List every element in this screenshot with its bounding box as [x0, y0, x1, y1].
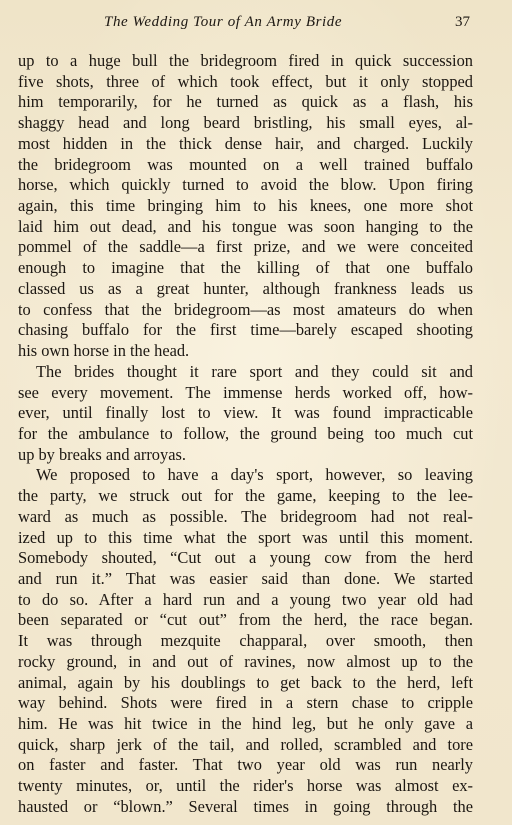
- text-line: the party, we struck out for the game, keeping to the lee-: [18, 486, 473, 506]
- text-line: twenty minutes, or, until the rider's horse was almost ex-: [18, 776, 473, 796]
- running-head: [0, 14, 512, 36]
- text-line: quick, sharp jerk of the tail, and rolled, scrambled and tore: [18, 734, 473, 754]
- text-line: The brides thought it rare sport and they could sit and: [36, 361, 473, 381]
- text-line: chasing buffalo for the first time—barely escaped shooting: [18, 320, 473, 340]
- text-line: animal, again by his doublings to get back to the herd, left: [18, 672, 473, 692]
- text-line: rocky ground, in and out of ravines, now almost up to the: [18, 651, 473, 671]
- text-line: to do so. After a hard run and a young two year old had: [18, 589, 473, 609]
- text-line: horse, which quickly turned to avoid the blow. Upon firing: [18, 175, 473, 195]
- page-number: 37: [455, 14, 470, 30]
- text-line: shaggy head and long beard bristling, his small eyes, al-: [18, 113, 473, 133]
- running-title: The Wedding Tour of An Army Bride: [104, 14, 343, 30]
- text-line: him temporarily, for he turned as quick as a flash, his: [18, 92, 473, 112]
- text-line: most hidden in the thick dense hair, and charged. Luckily: [18, 133, 473, 153]
- text-line: ized up to this time what the sport was until this moment.: [18, 527, 473, 547]
- text-line: Somebody shouted, “Cut out a young cow from the herd: [18, 548, 473, 568]
- text-line: ever, until finally lost to view. It was found impracticable: [18, 403, 473, 423]
- text-line: pommel of the saddle—a first prize, and we were conceited: [18, 237, 473, 257]
- text-line: the bridegroom was mounted on a well trained buffalo: [18, 154, 473, 174]
- text-line: him. He was hit twice in the hind leg, but he only gave a: [18, 714, 473, 733]
- text-line: been separated or “cut out” from the herd, the race began.: [18, 610, 473, 630]
- text-line: way behind. Shots were fired in a stern chase to cripple: [18, 693, 473, 713]
- text-line: up to a huge bull the bridegroom fired in quick succession: [18, 51, 473, 70]
- text-line: hausted or “blown.” Several times in going through the: [18, 796, 473, 816]
- text-line: to confess that the bridegroom—as most amateurs do when: [18, 299, 473, 319]
- text-line: again, this time bringing him to his knees, one more shot: [18, 196, 473, 216]
- text-line: We proposed to have a day's sport, however, so leaving: [36, 465, 473, 485]
- text-line: and run it.” That was easier said than done. We started: [18, 568, 473, 588]
- text-line: his own horse in the head.: [18, 341, 190, 361]
- text-line: classed us as a great hunter, although frankness leads us: [18, 278, 473, 298]
- text-line: five shots, three of which took effect, but it only stopped: [18, 71, 473, 91]
- body-text: [18, 51, 473, 818]
- text-line: for the ambulance to follow, the ground being too much cut: [18, 423, 473, 443]
- text-line: ward as much as possible. The bridegroom had not real-: [18, 506, 473, 526]
- text-line: It was through mezquite chapparal, over smooth, then: [18, 631, 473, 651]
- text-line: on faster and faster. That two year old was run nearly: [18, 755, 473, 775]
- text-line: enough to imagine that the killing of that one buffalo: [18, 258, 473, 278]
- text-line: up by breaks and arroyas.: [18, 444, 186, 464]
- text-line: see every movement. The immense herds worked off, how-: [18, 382, 473, 402]
- text-line: laid him out dead, and his tongue was soon hanging to the: [18, 216, 473, 236]
